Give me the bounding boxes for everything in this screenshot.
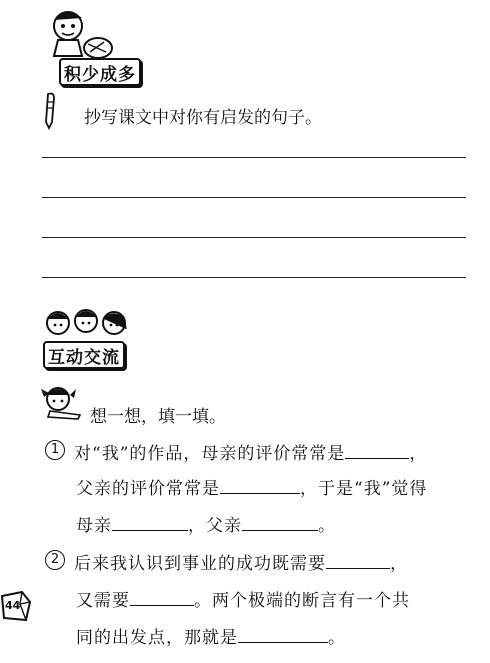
q2-line3b-text: 。: [328, 628, 346, 648]
answer-blank[interactable]: [326, 554, 390, 569]
q1-line1-end: ，: [409, 444, 428, 464]
answer-blank[interactable]: [220, 479, 300, 494]
q1-line1-text: 对“我”的作品，母亲的评价常常是: [74, 444, 346, 464]
q2-line1-end: ，: [390, 554, 408, 574]
mascot-illustration: [40, 4, 120, 62]
question-1-line-3: [76, 511, 336, 536]
thinking-girl-icon: [40, 385, 86, 421]
q1-line3b-text: ，父亲: [188, 516, 242, 536]
answer-blank[interactable]: [130, 591, 194, 606]
q2-line3a-text: 同的出发点，那就是: [76, 628, 238, 648]
page-number-badge: [0, 590, 32, 622]
answer-blank[interactable]: [242, 516, 318, 531]
q1-line3a-text: 母亲: [76, 516, 112, 536]
think-fill-prompt: 想一想，填一填。: [90, 407, 226, 427]
question-number-2: 2: [45, 550, 65, 570]
answer-blank[interactable]: [345, 444, 409, 459]
question-1-line-1: [74, 439, 427, 464]
q2-line2a-text: 又需要: [76, 591, 130, 611]
section-banner-accumulate: 积少成多: [59, 58, 141, 86]
section-banner-interaction: 互动交流: [43, 341, 125, 369]
answer-blank[interactable]: [112, 516, 188, 531]
pencil-icon: [40, 92, 60, 130]
writing-line: [42, 277, 466, 278]
writing-line: [42, 157, 466, 158]
question-2-line-3: [76, 623, 346, 648]
q1-line2a-text: 父亲的评价常常是: [76, 479, 220, 499]
children-illustration: [44, 305, 130, 341]
q1-line2b-text: ，于是“我”觉得: [300, 479, 428, 499]
writing-line: [42, 237, 466, 238]
q2-line1-text: 后来我认识到事业的成功既需要: [74, 554, 326, 574]
question-2-line-1: [74, 549, 408, 574]
page-number: 44: [5, 599, 21, 612]
question-number-1: 1: [45, 440, 65, 460]
question-2-line-2: [76, 586, 410, 611]
question-1-line-2: [76, 474, 427, 499]
q1-line3c-text: 。: [318, 516, 336, 536]
q2-line2b-text: 。两个极端的断言有一个共: [194, 591, 410, 611]
answer-blank[interactable]: [238, 628, 328, 643]
writing-line: [42, 197, 466, 198]
copy-sentence-prompt: 抄写课文中对你有启发的句子。: [84, 108, 322, 128]
